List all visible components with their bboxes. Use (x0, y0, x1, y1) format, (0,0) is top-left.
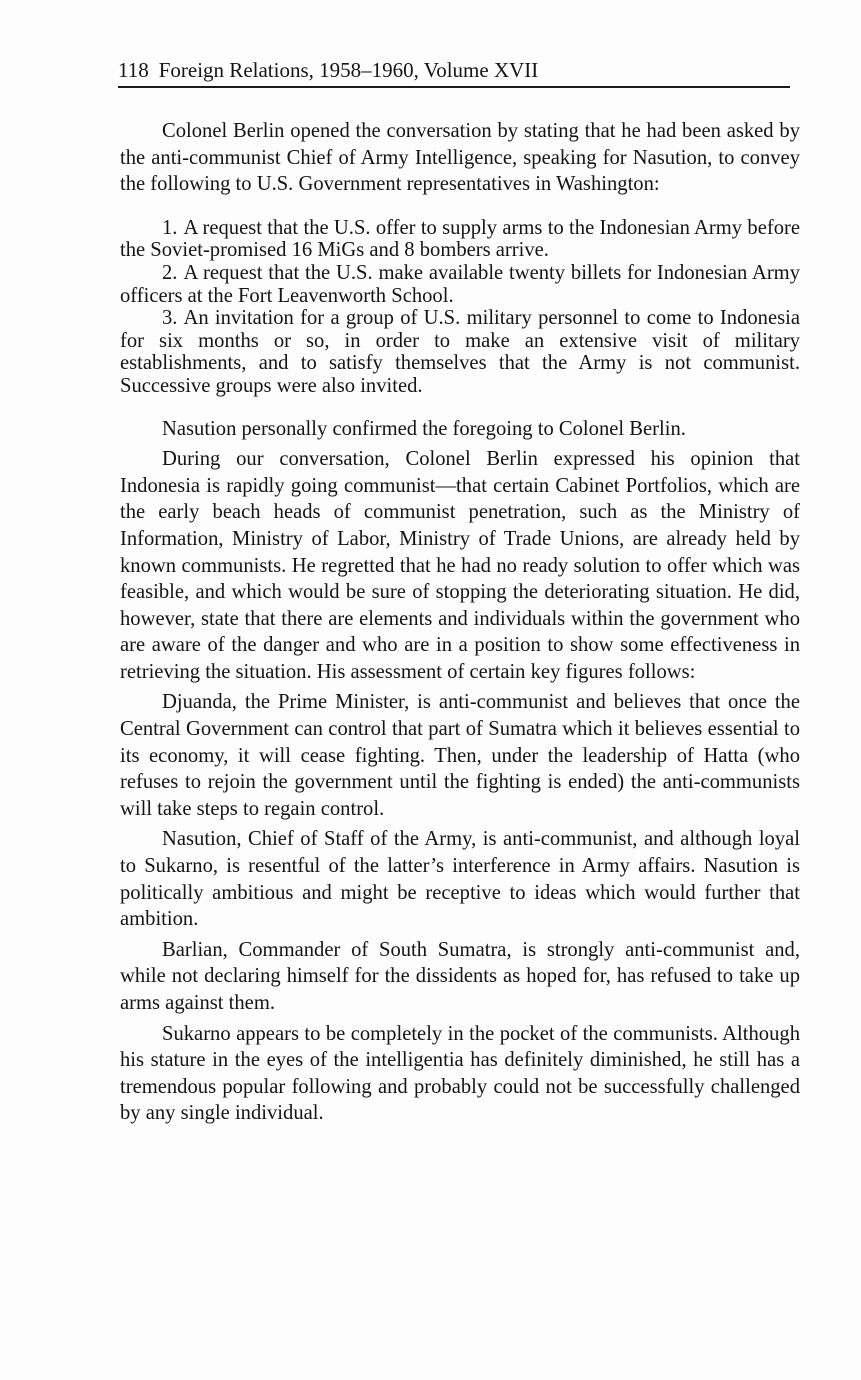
body-paragraph: Sukarno appears to be completely in the pocket of the communists. Although his stature in the eyes of the intelligentia has definitely diminished, he still has a tremendous popular following and probably could not be successfully challenged by any single individual. (120, 1022, 800, 1125)
request-item (120, 307, 800, 397)
body-paragraph: During our conversation, Colonel Berlin expressed his opinion that Indonesia is rapidly going communist—that certain Cabinet Portfolios, which are the early beach heads of communist penetration, such as the Ministry of Information, Ministry of Labor, Ministry of Trade Unions, are already held by known communists. He regretted that he had no ready solution to offer which was feasible, and which would be sure of stopping the deteriorating situation. He did, however, state that there are elements and individuals within the government who are aware of the danger and who are in a position to show some effectiveness in retrieving the situation. His assessment of certain key figures follows: (120, 448, 800, 683)
request-text: A request that the U.S. make available twenty billets for Indonesian Army officers at the Fort Leavenworth School. (120, 261, 800, 307)
document-body (120, 118, 800, 1131)
request-number: 2. (162, 261, 178, 284)
request-text: A request that the U.S. offer to supply arms to the Indonesian Army before the Soviet-promised 16 MiGs and 8 bombers arrive. (120, 216, 800, 262)
running-head (118, 56, 790, 88)
body-paragraph: Barlian, Commander of South Sumatra, is strongly anti-communist and, while not declaring himself for the dissidents as hoped for, has refused to take up arms against them. (120, 938, 800, 1014)
request-item (120, 217, 800, 262)
request-number: 1. (162, 216, 178, 239)
body-paragraph: Nasution, Chief of Staff of the Army, is anti-communist, and although loyal to Sukarno, is resentful of the latter’s interference in Army affairs. Nasution is politically ambitious and might be receptive to ideas which would further that ambition. (120, 828, 800, 931)
request-number: 3. (162, 307, 178, 330)
request-list (120, 217, 800, 398)
request-text: An invitation for a group of U.S. military personnel to come to Indonesia for six months or so, in order to make an extensive visit of military establishments, and to satisfy themselves that the Army is not communist. Successive groups were also invited. (120, 307, 800, 397)
body-paragraph: Nasution personally confirmed the foregoing to Colonel Berlin. (162, 417, 686, 440)
body-paragraph: Djuanda, the Prime Minister, is anti-communist and believes that once the Central Government can control that part of Sumatra which it believes essential to its economy, it will cease fighting. Then, under the leadership of Hatta (who refuses to rejoin the government until the fighting is ended) the anti-communists will take steps to regain control. (120, 691, 800, 820)
request-item (120, 262, 800, 307)
volume-title: Foreign Relations, 1958–1960, Volume XVII (158, 58, 539, 82)
intro-paragraph: Colonel Berlin opened the conversation by stating that he had been asked by the anti-communist Chief of Army Intelligence, speaking for Nasution, to convey the following to U.S. Government representatives in Washington: (120, 120, 800, 196)
page-number: 118 (118, 58, 149, 82)
